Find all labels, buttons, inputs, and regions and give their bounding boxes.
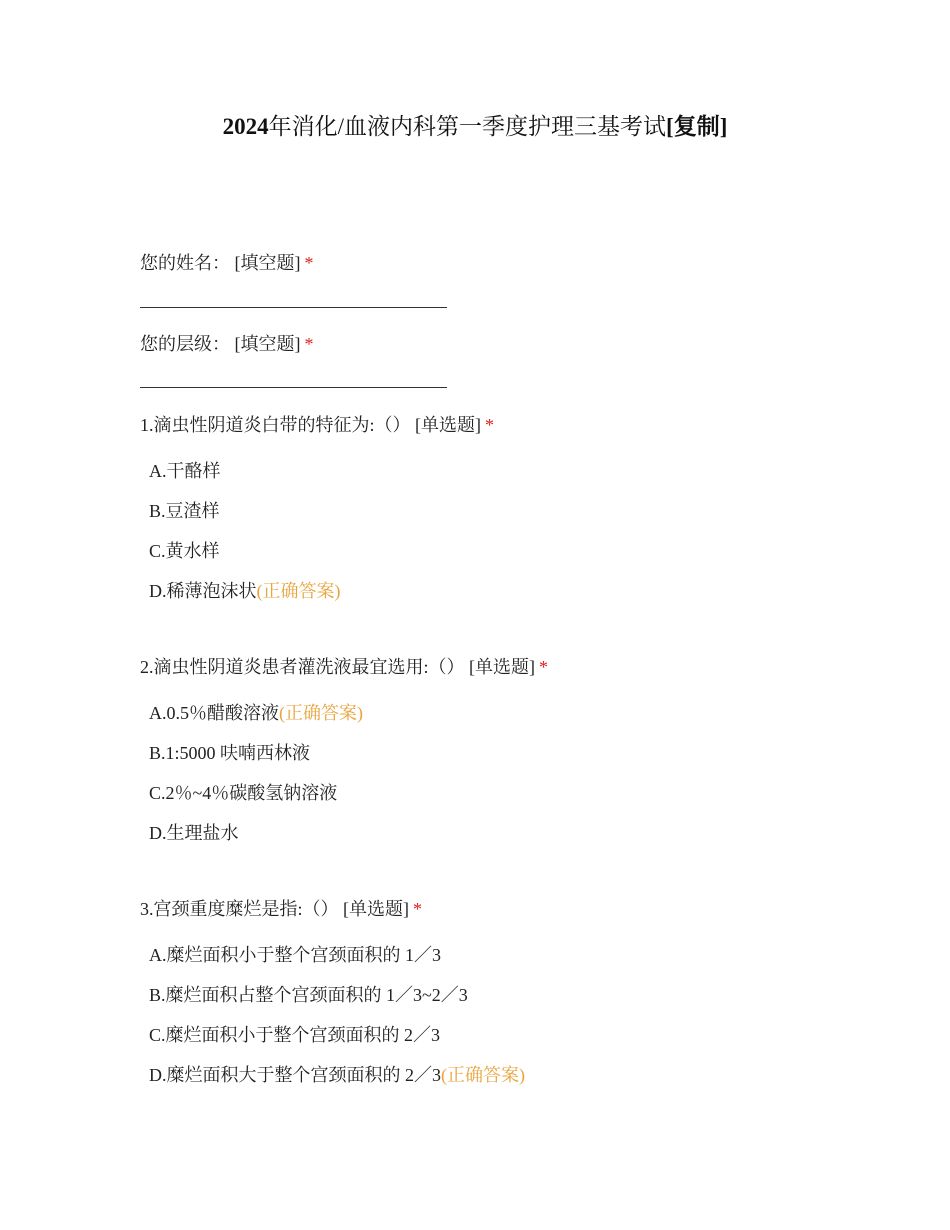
- title-year: 2024: [222, 114, 269, 139]
- question-text: 1.滴虫性阴道炎白带的特征为:（）: [140, 415, 411, 435]
- q1-option-a[interactable]: [149, 459, 221, 483]
- name-input-line[interactable]: [140, 307, 447, 308]
- option-label: C.糜烂面积小于整个宫颈面积的 2／3: [149, 1025, 441, 1045]
- option-label: B.糜烂面积占整个宫颈面积的 1／3~2／3: [149, 985, 468, 1005]
- correct-answer-tag: (正确答案): [279, 703, 363, 723]
- q3-option-b[interactable]: [149, 983, 468, 1007]
- option-label: A.糜烂面积小于整个宫颈面积的 1／3: [149, 945, 441, 965]
- required-mark: *: [485, 415, 494, 435]
- correct-answer-tag: (正确答案): [256, 581, 341, 601]
- option-label: C.黄水样: [149, 541, 220, 561]
- q1-option-b[interactable]: [149, 499, 220, 523]
- required-mark: *: [539, 657, 548, 677]
- question-2-title: [140, 655, 548, 679]
- level-input-line[interactable]: [140, 387, 447, 388]
- question-3-title: [140, 897, 422, 921]
- name-field-label: [140, 251, 314, 275]
- option-label: B.豆渣样: [149, 501, 220, 521]
- q2-option-b[interactable]: [149, 741, 310, 765]
- option-label: D.糜烂面积大于整个宫颈面积的 2／3: [149, 1065, 441, 1085]
- q3-option-c[interactable]: [149, 1023, 440, 1047]
- required-mark: *: [413, 899, 422, 919]
- q2-option-a[interactable]: [149, 701, 363, 725]
- question-1-title: [140, 413, 494, 437]
- q1-option-c[interactable]: [149, 539, 220, 563]
- required-mark: *: [304, 253, 314, 273]
- correct-answer-tag: (正确答案): [441, 1065, 525, 1085]
- q3-option-d[interactable]: [149, 1063, 525, 1087]
- field-label: 您的姓名：: [140, 253, 230, 273]
- level-field-label: [140, 332, 314, 356]
- question-text: 2.滴虫性阴道炎患者灌洗液最宜选用:（）: [140, 657, 465, 677]
- q3-option-a[interactable]: [149, 943, 441, 967]
- option-label: C.2％~4％碳酸氢钠溶液: [149, 783, 338, 803]
- field-type: [填空题]: [234, 253, 301, 273]
- question-type: [单选题]: [469, 657, 535, 677]
- field-type: [填空题]: [234, 334, 301, 354]
- option-label: B.1:5000 呋喃西林液: [149, 743, 311, 763]
- q1-option-d[interactable]: [149, 579, 341, 603]
- question-type: [单选题]: [343, 899, 409, 919]
- q2-option-c[interactable]: [149, 781, 337, 805]
- option-label: A.干酪样: [149, 461, 221, 481]
- field-label: 您的层级：: [140, 334, 230, 354]
- question-text: 3.宫颈重度糜烂是指:（）: [140, 899, 339, 919]
- option-label: A.0.5％醋酸溶液: [149, 703, 279, 723]
- title-suffix: [复制]: [666, 114, 728, 139]
- title-text: 年消化/血液内科第一季度护理三基考试: [268, 114, 667, 139]
- required-mark: *: [304, 334, 314, 354]
- q2-option-d[interactable]: [149, 821, 239, 845]
- option-label: D.稀薄泡沫状: [149, 581, 257, 601]
- option-label: D.生理盐水: [149, 823, 239, 843]
- question-type: [单选题]: [415, 415, 481, 435]
- page-title: [0, 112, 950, 142]
